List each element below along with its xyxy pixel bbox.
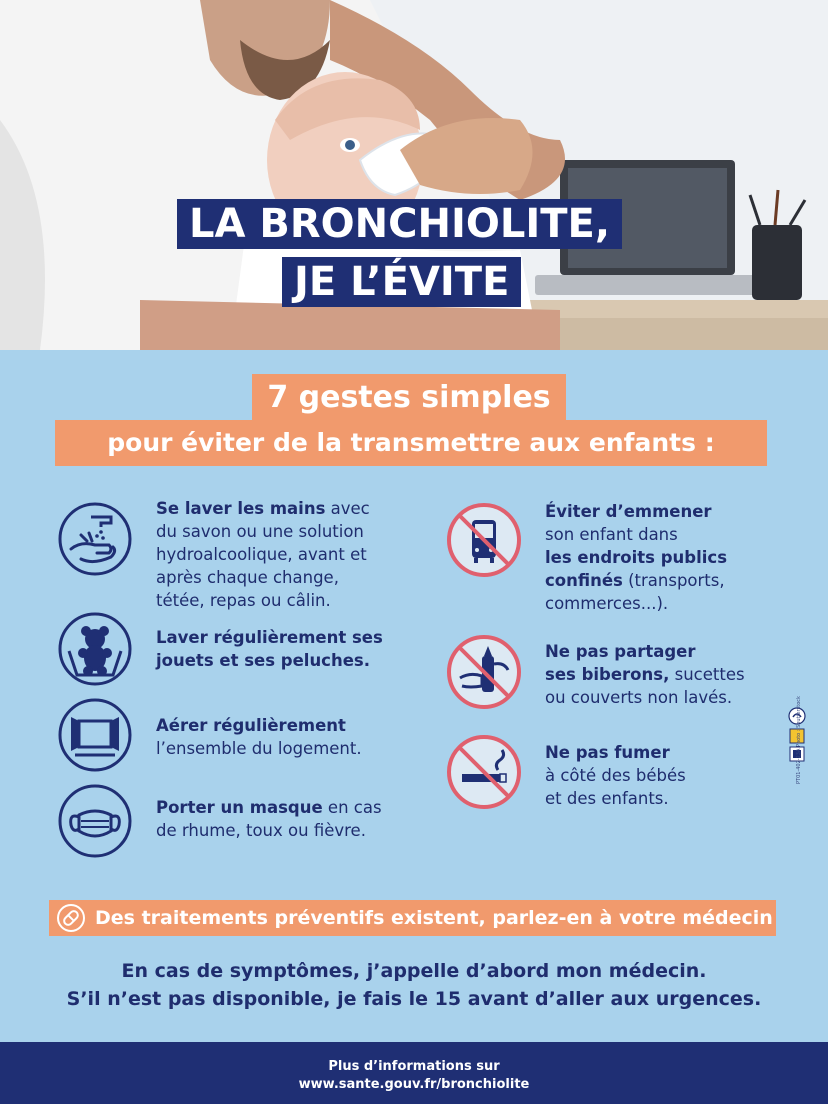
subtitle-line-2: pour éviter de la transmettre aux enfants : [55, 420, 767, 466]
gesture-public-places-text [545, 500, 727, 615]
gesture-wash-hands-text [156, 497, 370, 612]
face-mask-icon [57, 783, 133, 859]
gesture-mask-line: de rhume, toux ou fièvre. [156, 821, 366, 840]
treatment-text: Des traitements préventifs existent, parlez-en à votre médecin [95, 907, 773, 929]
title-line-2: JE L’ÉVITE [282, 257, 521, 307]
open-window-icon [57, 697, 133, 773]
gesture-smoking-line: et des enfants. [545, 789, 669, 808]
footer [0, 1042, 828, 1104]
print-reference-code: PT01-402-23A Photo : Shutterstock [796, 696, 802, 784]
gesture-air-text [156, 714, 362, 760]
footer-info-label: Plus d’informations sur [328, 1059, 500, 1074]
gesture-mask-text [156, 796, 382, 842]
gesture-wash-hands-rest: avec [325, 499, 370, 518]
gesture-public-places-bold: confinés [545, 571, 623, 590]
gesture-wash-hands-bold: Se laver les mains [156, 499, 326, 518]
hand-washing-icon [57, 501, 133, 577]
treatment-banner [49, 900, 776, 936]
gesture-mask-rest: en cas [322, 798, 382, 817]
gesture-public-places-line: commerces...). [545, 594, 669, 613]
gesture-bottles-bold: Ne pas partager [545, 642, 696, 661]
gesture-air-bold: Aérer régulièrement [156, 716, 346, 735]
symptoms-rest: j’appelle d’abord mon médecin. [360, 960, 707, 982]
hero-photo [0, 0, 828, 350]
footer-website-link[interactable]: www.sante.gouv.fr/bronchiolite [298, 1077, 530, 1092]
gesture-bottles-text [545, 640, 745, 709]
gesture-smoking-line: à côté des bébés [545, 766, 686, 785]
symptoms-bold: En cas de symptômes, [121, 960, 361, 982]
symptoms-line-2: S’il n’est pas disponible, je fais le 15 avant d’aller aux urgences. [66, 988, 762, 1010]
no-smoking-icon [446, 734, 522, 810]
title-line-1: LA BRONCHIOLITE, [177, 199, 622, 249]
gesture-wash-hands-line: du savon ou une solution [156, 522, 364, 541]
gesture-toys-text [156, 626, 383, 672]
gesture-smoking-bold: Ne pas fumer [545, 743, 670, 762]
gesture-wash-hands-line: hydroalcoolique, avant et [156, 545, 367, 564]
subtitle-line-1: 7 gestes simples [252, 374, 566, 422]
gesture-bottles-bold: ses biberons, [545, 665, 670, 684]
gesture-public-places-bold: les endroits publics [545, 548, 728, 567]
gesture-bottles-rest: sucettes [669, 665, 745, 684]
no-public-transport-icon [446, 502, 522, 578]
pill-icon [57, 904, 85, 932]
gesture-toys-bold: Laver régulièrement ses [156, 628, 383, 647]
teddy-bear-icon [57, 611, 133, 687]
gesture-toys-bold: jouets et ses peluches. [156, 651, 370, 670]
gesture-bottles-line: ou couverts non lavés. [545, 688, 733, 707]
gesture-public-places-line: son enfant dans [545, 525, 678, 544]
gesture-smoking-text [545, 741, 686, 810]
gesture-wash-hands-line: après chaque change, [156, 568, 339, 587]
no-shared-bottle-icon [446, 634, 522, 710]
gesture-air-line: l’ensemble du logement. [156, 739, 362, 758]
gesture-public-places-rest: (transports, [622, 571, 725, 590]
gesture-public-places-bold: Éviter d’emmener [545, 502, 712, 521]
gesture-mask-bold: Porter un masque [156, 798, 323, 817]
symptoms-line-1 [0, 957, 828, 985]
gesture-wash-hands-line: tétée, repas ou câlin. [156, 591, 331, 610]
